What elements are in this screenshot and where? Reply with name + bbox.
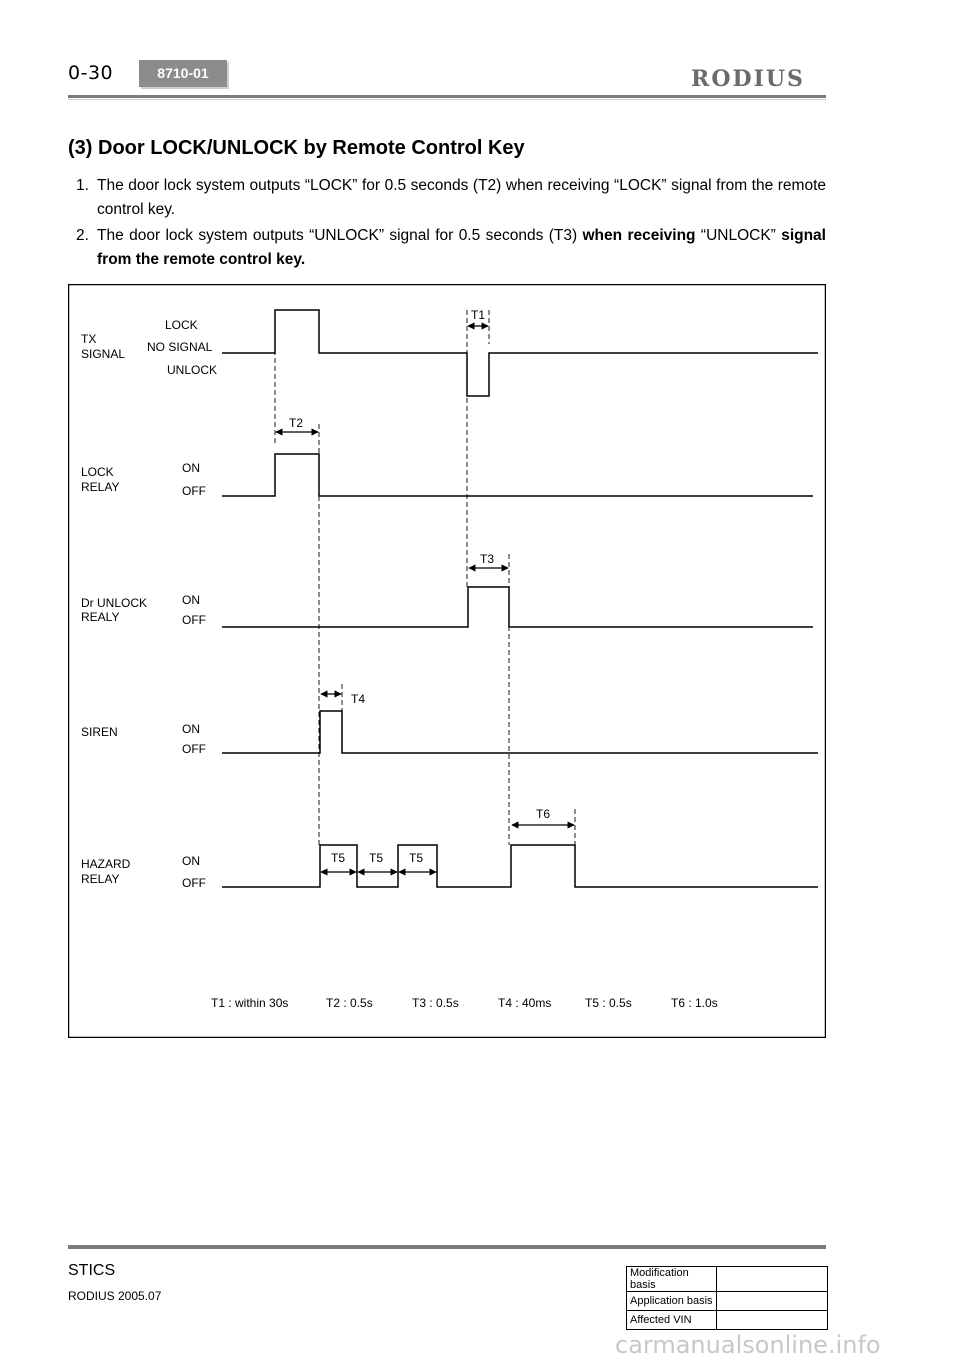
tx-unlock-level: UNLOCK	[167, 363, 218, 377]
legend-t4: T4 : 40ms	[498, 996, 552, 1010]
t3-label: T3	[480, 552, 495, 566]
dr-unlock-off: OFF	[182, 613, 206, 627]
t5-label-3: T5	[409, 851, 424, 865]
lock-relay-label: LOCK	[81, 465, 114, 479]
footer-title: STICS	[68, 1262, 116, 1279]
siren-label: SIREN	[81, 725, 118, 739]
text-fragment: The door lock system outputs	[97, 227, 310, 244]
footer-divider	[68, 1245, 826, 1249]
lock-relay-off: OFF	[182, 484, 206, 498]
siren-on: ON	[182, 722, 200, 736]
header-divider-shadow	[68, 99, 826, 100]
hazard-waveform	[222, 845, 818, 887]
quoted-term: “LOCK”	[304, 177, 358, 194]
lock-relay-waveform	[222, 454, 813, 496]
tx-lock-level: LOCK	[165, 318, 198, 332]
legend-t2: T2 : 0.5s	[326, 996, 373, 1010]
brand-logo: RODIUS	[691, 66, 805, 92]
text-fragment: signal for 0.5 seconds (T3)	[384, 227, 583, 244]
t4-label: T4	[351, 692, 366, 706]
page-number: 0-30	[68, 62, 114, 84]
legend-t6: T6 : 1.0s	[671, 996, 718, 1010]
list-item-number: 1.	[76, 177, 89, 194]
bold-text: when receiving	[582, 227, 696, 244]
table-row	[627, 1267, 828, 1292]
table-row	[627, 1311, 828, 1330]
lock-relay-on: ON	[182, 461, 200, 475]
list-item-text	[97, 174, 826, 222]
header-divider	[68, 95, 826, 98]
table-cell-value	[717, 1292, 828, 1311]
bold-text: signal from the remote control key.	[97, 227, 826, 268]
hazard-relay-label: HAZARD	[81, 857, 131, 871]
legend-t1: T1 : within 30s	[211, 996, 289, 1010]
text-fragment: signal from the remote control key.	[97, 177, 826, 218]
t1-label: T1	[471, 308, 486, 322]
tx-signal-label-2: SIGNAL	[81, 347, 126, 361]
quoted-term: “UNLOCK”	[700, 227, 776, 244]
table-cell-value	[717, 1267, 828, 1292]
siren-waveform	[222, 711, 818, 753]
table-row	[627, 1292, 828, 1311]
text-fragment: for 0.5 seconds (T2) when receiving	[357, 177, 615, 194]
t6-label: T6	[536, 807, 551, 821]
t2-label: T2	[289, 416, 304, 430]
quoted-term: “UNLOCK”	[309, 227, 384, 244]
dr-unlock-label: Dr UNLOCK	[81, 596, 148, 610]
siren-off: OFF	[182, 742, 206, 756]
hazard-off: OFF	[182, 876, 206, 890]
hazard-relay-label-2: RELAY	[81, 872, 120, 886]
section-code-badge: 8710-01	[139, 60, 227, 87]
diagram-frame	[69, 285, 826, 1038]
lock-relay-label-2: RELAY	[81, 480, 120, 494]
tx-signal-waveform	[222, 310, 818, 396]
quoted-term: “LOCK”	[614, 177, 667, 194]
tx-no-signal-level: NO SIGNAL	[147, 340, 213, 354]
table-cell-label: Affected VIN	[627, 1311, 717, 1330]
modification-table	[626, 1266, 828, 1330]
table-cell-value	[717, 1311, 828, 1330]
legend-t3: T3 : 0.5s	[412, 996, 459, 1010]
table-cell-label: Application basis	[627, 1292, 717, 1311]
footer-date: RODIUS 2005.07	[68, 1289, 162, 1303]
timing-diagram	[68, 284, 826, 1038]
t5-label-1: T5	[331, 851, 346, 865]
t5-label-2: T5	[369, 851, 384, 865]
watermark: carmanualsonline.info	[615, 1331, 881, 1359]
dr-unlock-label-2: REALY	[81, 610, 120, 624]
dr-unlock-waveform	[222, 587, 813, 627]
tx-signal-label: TX	[81, 332, 97, 346]
section-heading: (3) Door LOCK/UNLOCK by Remote Control Key	[68, 137, 525, 159]
table-cell-label: Modification basis	[627, 1267, 717, 1292]
text-fragment: The door lock system outputs	[97, 177, 305, 194]
list-item-number: 2.	[76, 227, 89, 244]
legend-t5: T5 : 0.5s	[585, 996, 632, 1010]
dr-unlock-on: ON	[182, 593, 200, 607]
hazard-on: ON	[182, 854, 200, 868]
list-item-text	[97, 224, 826, 272]
